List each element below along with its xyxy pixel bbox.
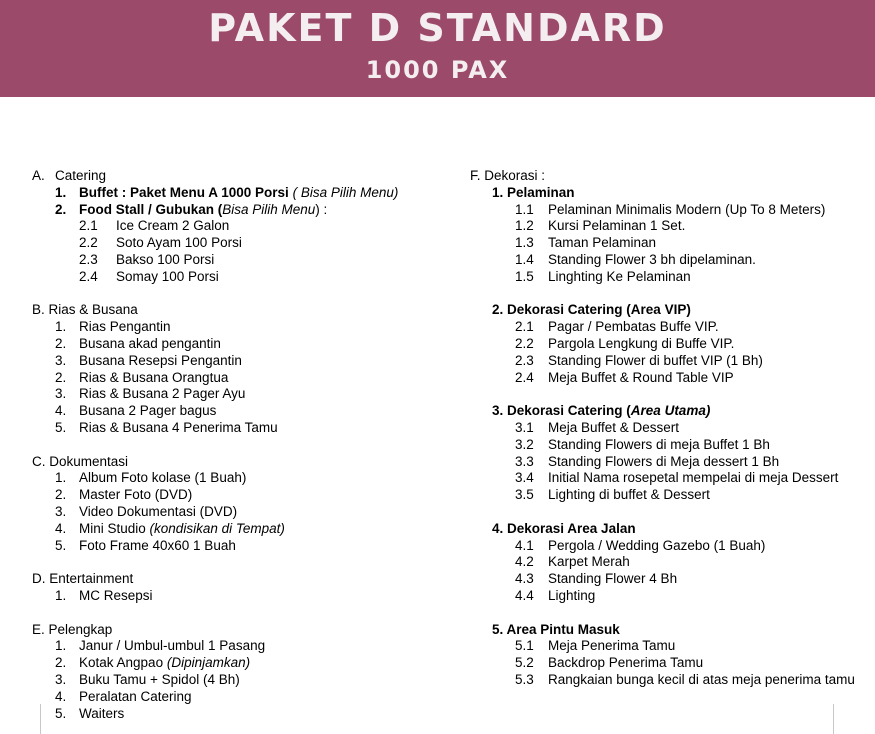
- list-item: [470, 420, 870, 437]
- subsection-5-heading: 5. Area Pintu Masuk: [492, 621, 620, 637]
- list-item: [470, 487, 870, 504]
- item-number: 3.5: [515, 487, 534, 503]
- item-text: Rias & Busana 4 Penerima Tamu: [79, 419, 278, 435]
- list-item: [32, 638, 452, 655]
- section-letter: A.: [32, 168, 45, 183]
- item-text: Pagar / Pembatas Buffe VIP.: [548, 319, 719, 335]
- list-item: [470, 437, 870, 454]
- list-item: [470, 370, 870, 387]
- item-number: 3.: [55, 671, 67, 687]
- list-item: [470, 672, 870, 689]
- list-item: [32, 538, 452, 555]
- subsection-1-heading: 1. Pelaminan: [492, 184, 575, 200]
- item-note: (kondisikan di Tempat): [149, 520, 285, 536]
- list-item: [470, 554, 870, 571]
- list-item: [32, 252, 452, 269]
- item-number: 3.: [55, 352, 67, 368]
- list-item: [32, 235, 452, 252]
- list-item: [32, 672, 452, 689]
- item-label: Food Stall / Gubukan (: [79, 201, 223, 217]
- item-text: Buku Tamu + Spidol (4 Bh): [79, 671, 240, 687]
- item-number: 4.3: [515, 571, 534, 587]
- item-text: Busana 2 Pager bagus: [79, 403, 217, 419]
- item-text: Meja Penerima Tamu: [548, 638, 676, 654]
- item-number: 2.3: [515, 352, 534, 368]
- item-text: Pelaminan Minimalis Modern (Up To 8 Meters): [548, 201, 826, 217]
- item-number: 4.2: [515, 554, 534, 570]
- list-item: [470, 252, 870, 269]
- list-item: [32, 269, 452, 286]
- item-text: Rias Pengantin: [79, 319, 171, 335]
- list-item: [470, 571, 870, 588]
- item-note: ( Bisa Pilih Menu): [292, 184, 399, 200]
- page-border-left: [40, 704, 41, 734]
- item-label: Kotak Angpao: [79, 655, 167, 671]
- item-number: 4.: [55, 403, 67, 419]
- list-item: [32, 386, 452, 403]
- item-number: 5.3: [515, 671, 534, 687]
- item-number: 2.: [55, 655, 67, 671]
- item-number: 4.: [55, 688, 67, 704]
- item-text: Taman Pelaminan: [548, 235, 657, 251]
- item-text: Rias & Busana 2 Pager Ayu: [79, 386, 246, 402]
- item-text: Linghting Ke Pelaminan: [548, 268, 691, 284]
- item-text: Meja Buffet & Dessert: [548, 419, 680, 435]
- right-column: [470, 168, 870, 689]
- item-note: Bisa Pilih Menu: [222, 201, 316, 217]
- item-text: Busana Resepsi Pengantin: [79, 352, 242, 368]
- list-item: [32, 487, 452, 504]
- item-number: 1.3: [515, 235, 534, 251]
- list-item: [32, 353, 452, 370]
- list-item: [32, 420, 452, 437]
- list-item: [32, 504, 452, 521]
- item-text: [79, 202, 327, 219]
- left-column: [32, 168, 452, 722]
- item-text: Meja Buffet & Round Table VIP: [548, 369, 734, 385]
- item-text: Standing Flower di buffet VIP (1 Bh): [548, 352, 763, 368]
- item-text: Album Foto kolase (1 Buah): [79, 470, 247, 486]
- item-number: 2.1: [515, 319, 534, 335]
- item-number: 1.5: [515, 268, 534, 284]
- item-text: Karpet Merah: [548, 554, 630, 570]
- item-end: ) :: [315, 201, 328, 217]
- list-item: [470, 353, 870, 370]
- package-title: PAKET D STANDARD: [208, 6, 667, 50]
- list-item: [32, 336, 452, 353]
- section-f-heading: F. Dekorasi :: [470, 168, 546, 183]
- list-item: [470, 454, 870, 471]
- item-number: 1.4: [515, 251, 534, 267]
- item-number: 3.4: [515, 470, 534, 486]
- item-number: 1.: [55, 638, 67, 654]
- item-number: 3.3: [515, 453, 534, 469]
- list-item: [470, 319, 870, 336]
- item-text: Bakso 100 Porsi: [116, 251, 215, 267]
- item-number: 3.: [55, 386, 67, 402]
- list-item: [470, 235, 870, 252]
- item-number: 3.: [55, 503, 67, 519]
- item-number: 2.4: [515, 369, 534, 385]
- list-item: [470, 269, 870, 286]
- list-item: [470, 638, 870, 655]
- item-number: 2.: [55, 369, 67, 385]
- list-item: [32, 588, 452, 605]
- item-text: Initial Nama rosepetal mempelai di meja Dessert: [548, 470, 839, 486]
- item-text: Standing Flower 3 bh dipelaminan.: [548, 251, 756, 267]
- page-border-right: [833, 704, 834, 734]
- list-item: [470, 336, 870, 353]
- list-item: [32, 521, 452, 538]
- item-text: [79, 655, 250, 672]
- section-a-heading: [32, 168, 452, 185]
- item-text: Master Foto (DVD): [79, 487, 193, 503]
- list-item: [32, 319, 452, 336]
- item-text: Rias & Busana Orangtua: [79, 369, 229, 385]
- list-item: [470, 538, 870, 555]
- section-d-heading: D. Entertainment: [32, 571, 134, 587]
- item-number: 5.2: [515, 655, 534, 671]
- item-text: Foto Frame 40x60 1 Buah: [79, 537, 236, 553]
- item-number: 1.: [55, 470, 67, 486]
- item-text: MC Resepsi: [79, 587, 153, 603]
- item-number: 2.4: [79, 268, 98, 284]
- list-item: [470, 202, 870, 219]
- list-item: [470, 588, 870, 605]
- list-item: [32, 370, 452, 387]
- item-text: Janur / Umbul-umbul 1 Pasang: [79, 638, 266, 654]
- item-number: 4.: [55, 520, 67, 536]
- item-text: Rangkaian bunga kecil di atas meja penerima tamu: [548, 671, 855, 687]
- item-number: 5.: [55, 537, 67, 553]
- subsection-4-heading: 4. Dekorasi Area Jalan: [492, 520, 636, 536]
- subsection-2-heading: 2. Dekorasi Catering (Area VIP): [492, 302, 691, 318]
- item-number: 2.1: [79, 218, 98, 234]
- item-number: 5.1: [515, 638, 534, 654]
- item-number: 1.: [55, 184, 67, 200]
- item-text: Waiters: [79, 705, 125, 721]
- item-label: Buffet : Paket Menu A 1000 Porsi: [79, 184, 289, 200]
- section-title: Catering: [55, 168, 107, 183]
- item-number: 1.2: [515, 218, 534, 234]
- subsection-3-heading: [470, 403, 870, 420]
- section-e-heading: E. Pelengkap: [32, 621, 113, 637]
- list-item: [32, 470, 452, 487]
- list-item: [32, 655, 452, 672]
- subsection-note: Area Utama): [630, 403, 711, 419]
- item-text: Standing Flowers di Meja dessert 1 Bh: [548, 453, 780, 469]
- list-item: [32, 403, 452, 420]
- item-number: 3.2: [515, 436, 534, 452]
- item-number: 2.: [55, 335, 67, 351]
- item-text: Pergola / Wedding Gazebo (1 Buah): [548, 537, 766, 553]
- item-text: Somay 100 Porsi: [116, 268, 219, 284]
- item-text: Soto Ayam 100 Porsi: [116, 235, 242, 251]
- item-number: 5.: [55, 705, 67, 721]
- subsection-title: 3. Dekorasi Catering (: [492, 403, 631, 419]
- item-number: 2.: [55, 487, 67, 503]
- item-number: 1.: [55, 587, 67, 603]
- list-item: [32, 689, 452, 706]
- item-text: Standing Flower 4 Bh: [548, 571, 678, 587]
- item-number: 1.1: [515, 201, 534, 217]
- item-text: Standing Flowers di meja Buffet 1 Bh: [548, 436, 770, 452]
- list-item: [32, 706, 452, 723]
- item-number: 4.4: [515, 587, 534, 603]
- list-item: [32, 218, 452, 235]
- list-item: [470, 655, 870, 672]
- item-number: 3.1: [515, 419, 534, 435]
- item-number: 2.2: [79, 235, 98, 251]
- item-number: 1.: [55, 319, 67, 335]
- package-pax: 1000 PAX: [365, 56, 510, 84]
- section-c-heading: C. Dokumentasi: [32, 453, 129, 469]
- item-text: Lighting: [548, 587, 596, 603]
- item-text: Backdrop Penerima Tamu: [548, 655, 704, 671]
- item-text: [79, 521, 285, 538]
- item-number: 2.: [55, 201, 67, 217]
- list-item: [32, 202, 452, 219]
- list-item: [32, 185, 452, 202]
- item-text: Busana akad pengantin: [79, 335, 221, 351]
- section-b-heading: B. Rias & Busana: [32, 302, 138, 318]
- item-label: Mini Studio: [79, 520, 150, 536]
- item-text: [79, 185, 398, 202]
- item-text: Ice Cream 2 Galon: [116, 218, 230, 234]
- item-number: 2.2: [515, 335, 534, 351]
- item-number: 2.3: [79, 251, 98, 267]
- item-number: 5.: [55, 419, 67, 435]
- item-number: 4.1: [515, 537, 534, 553]
- item-text: Lighting di buffet & Dessert: [548, 487, 710, 503]
- header-banner: [0, 0, 875, 97]
- list-item: [470, 218, 870, 235]
- list-item: [470, 470, 870, 487]
- item-text: Peralatan Catering: [79, 688, 192, 704]
- item-text: Pargola Lengkung di Buffe VIP.: [548, 335, 735, 351]
- item-note: (Dipinjamkan): [166, 655, 251, 671]
- item-text: Video Dokumentasi (DVD): [79, 503, 238, 519]
- item-text: Kursi Pelaminan 1 Set.: [548, 218, 686, 234]
